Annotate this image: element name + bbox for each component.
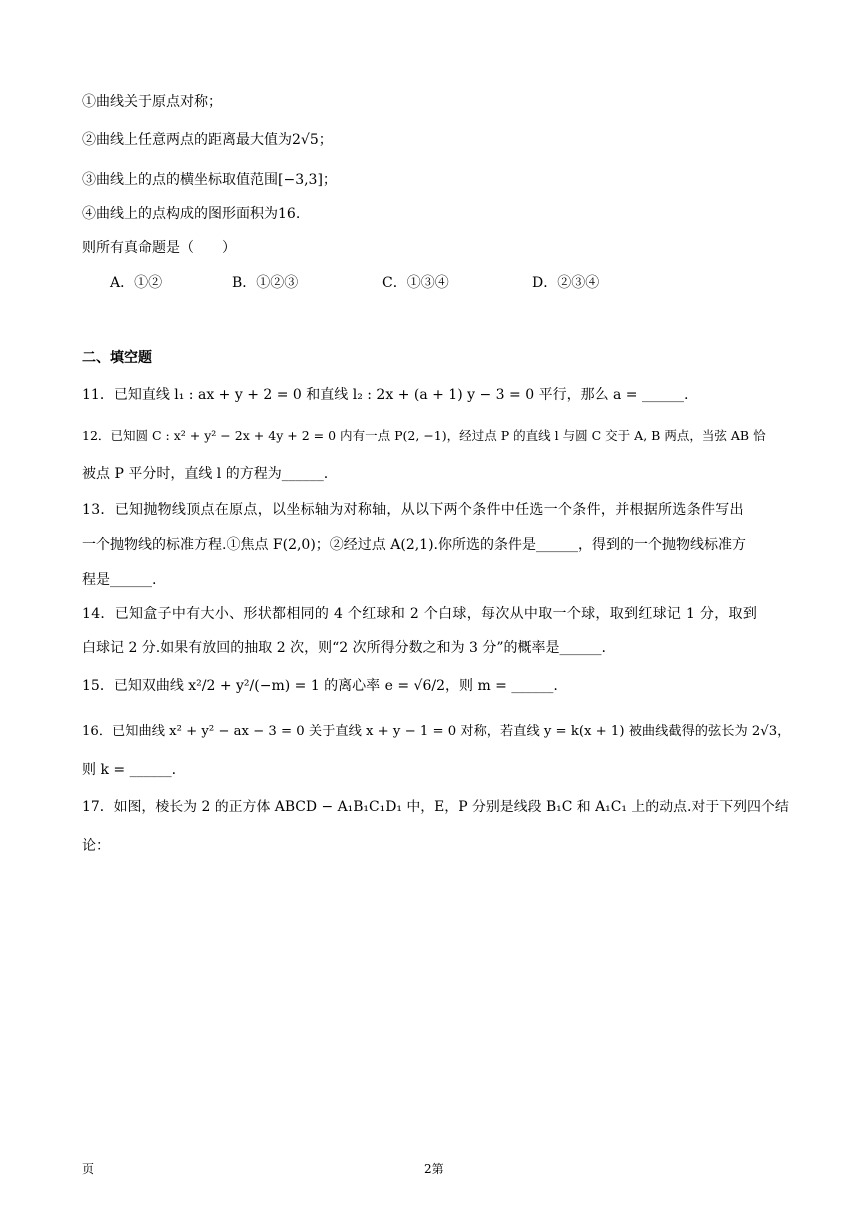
footer-left: 页 — [82, 1162, 95, 1176]
choice-d: D．②③④ — [532, 275, 600, 291]
choice-b: B．①②③ — [232, 275, 299, 291]
problem-12-line-1: 12．已知圆 C : x² + y² − 2x + 4y + 2 = 0 内有一点 P(2, −1)，经过点 P 的直线 l 与圆 C 交于 A, B 两点，当弦 AB 恰 — [82, 428, 766, 443]
problem-13-line-2: 一个抛物线的标准方程.①焦点 F(2,0)；②经过点 A(2,1).你所选的条件是______，得到的一个抛物线标准方 — [82, 537, 746, 553]
choice-c: C．①③④ — [382, 275, 449, 291]
statement-3: ③曲线上的点的横坐标取值范围[−3,3]； — [82, 172, 337, 188]
question-prompt: 则所有真命题是（ ） — [82, 240, 236, 256]
statement-2: ②曲线上任意两点的距离最大值为2√5； — [82, 132, 333, 148]
problem-13-line-3: 程是______. — [82, 572, 157, 588]
problem-17-line-1: 17．如图，棱长为 2 的正方体 ABCD − A₁B₁C₁D₁ 中，E，P 分别是线段 B₁C 和 A₁C₁ 上的动点.对于下列四个结 — [82, 799, 789, 815]
problem-12-line-2: 被点 P 平分时，直线 l 的方程为______. — [82, 466, 329, 482]
problem-14-line-2: 白球记 2 分.如果有放回的抽取 2 次，则“2 次所得分数之和为 3 分”的概率是______. — [82, 640, 606, 656]
problem-13-line-1: 13．已知抛物线顶点在原点，以坐标轴为对称轴，从以下两个条件中任选一个条件，并根据所选条件写出 — [82, 502, 744, 518]
statement-1: ①曲线关于原点对称； — [82, 94, 222, 110]
section-heading: 二、填空题 — [82, 350, 152, 366]
choice-a: A．①② — [110, 275, 163, 291]
problem-16-line-1: 16．已知曲线 x² + y² − ax − 3 = 0 关于直线 x + y − 1 = 0 对称，若直线 y = k(x + 1) 被曲线截得的弦长为 2√3， — [82, 724, 791, 739]
problem-16-line-2: 则 k = ______. — [82, 762, 177, 778]
footer-page-number: 2第 — [424, 1162, 444, 1176]
problem-17-line-2: 论： — [82, 838, 110, 854]
problem-11: 11．已知直线 l₁ : ax + y + 2 = 0 和直线 l₂ : 2x + (a + 1) y − 3 = 0 平行，那么 a = ______. — [82, 387, 689, 403]
problem-14-line-1: 14．已知盒子中有大小、形状都相同的 4 个红球和 2 个白球，每次从中取一个球，取到红球记 1 分，取到 — [82, 606, 758, 622]
statement-4: ④曲线上的点构成的图形面积为16. — [82, 206, 301, 222]
problem-15: 15．已知双曲线 x²/2 + y²/(−m) = 1 的离心率 e = √6/2，则 m = ______. — [82, 678, 558, 694]
